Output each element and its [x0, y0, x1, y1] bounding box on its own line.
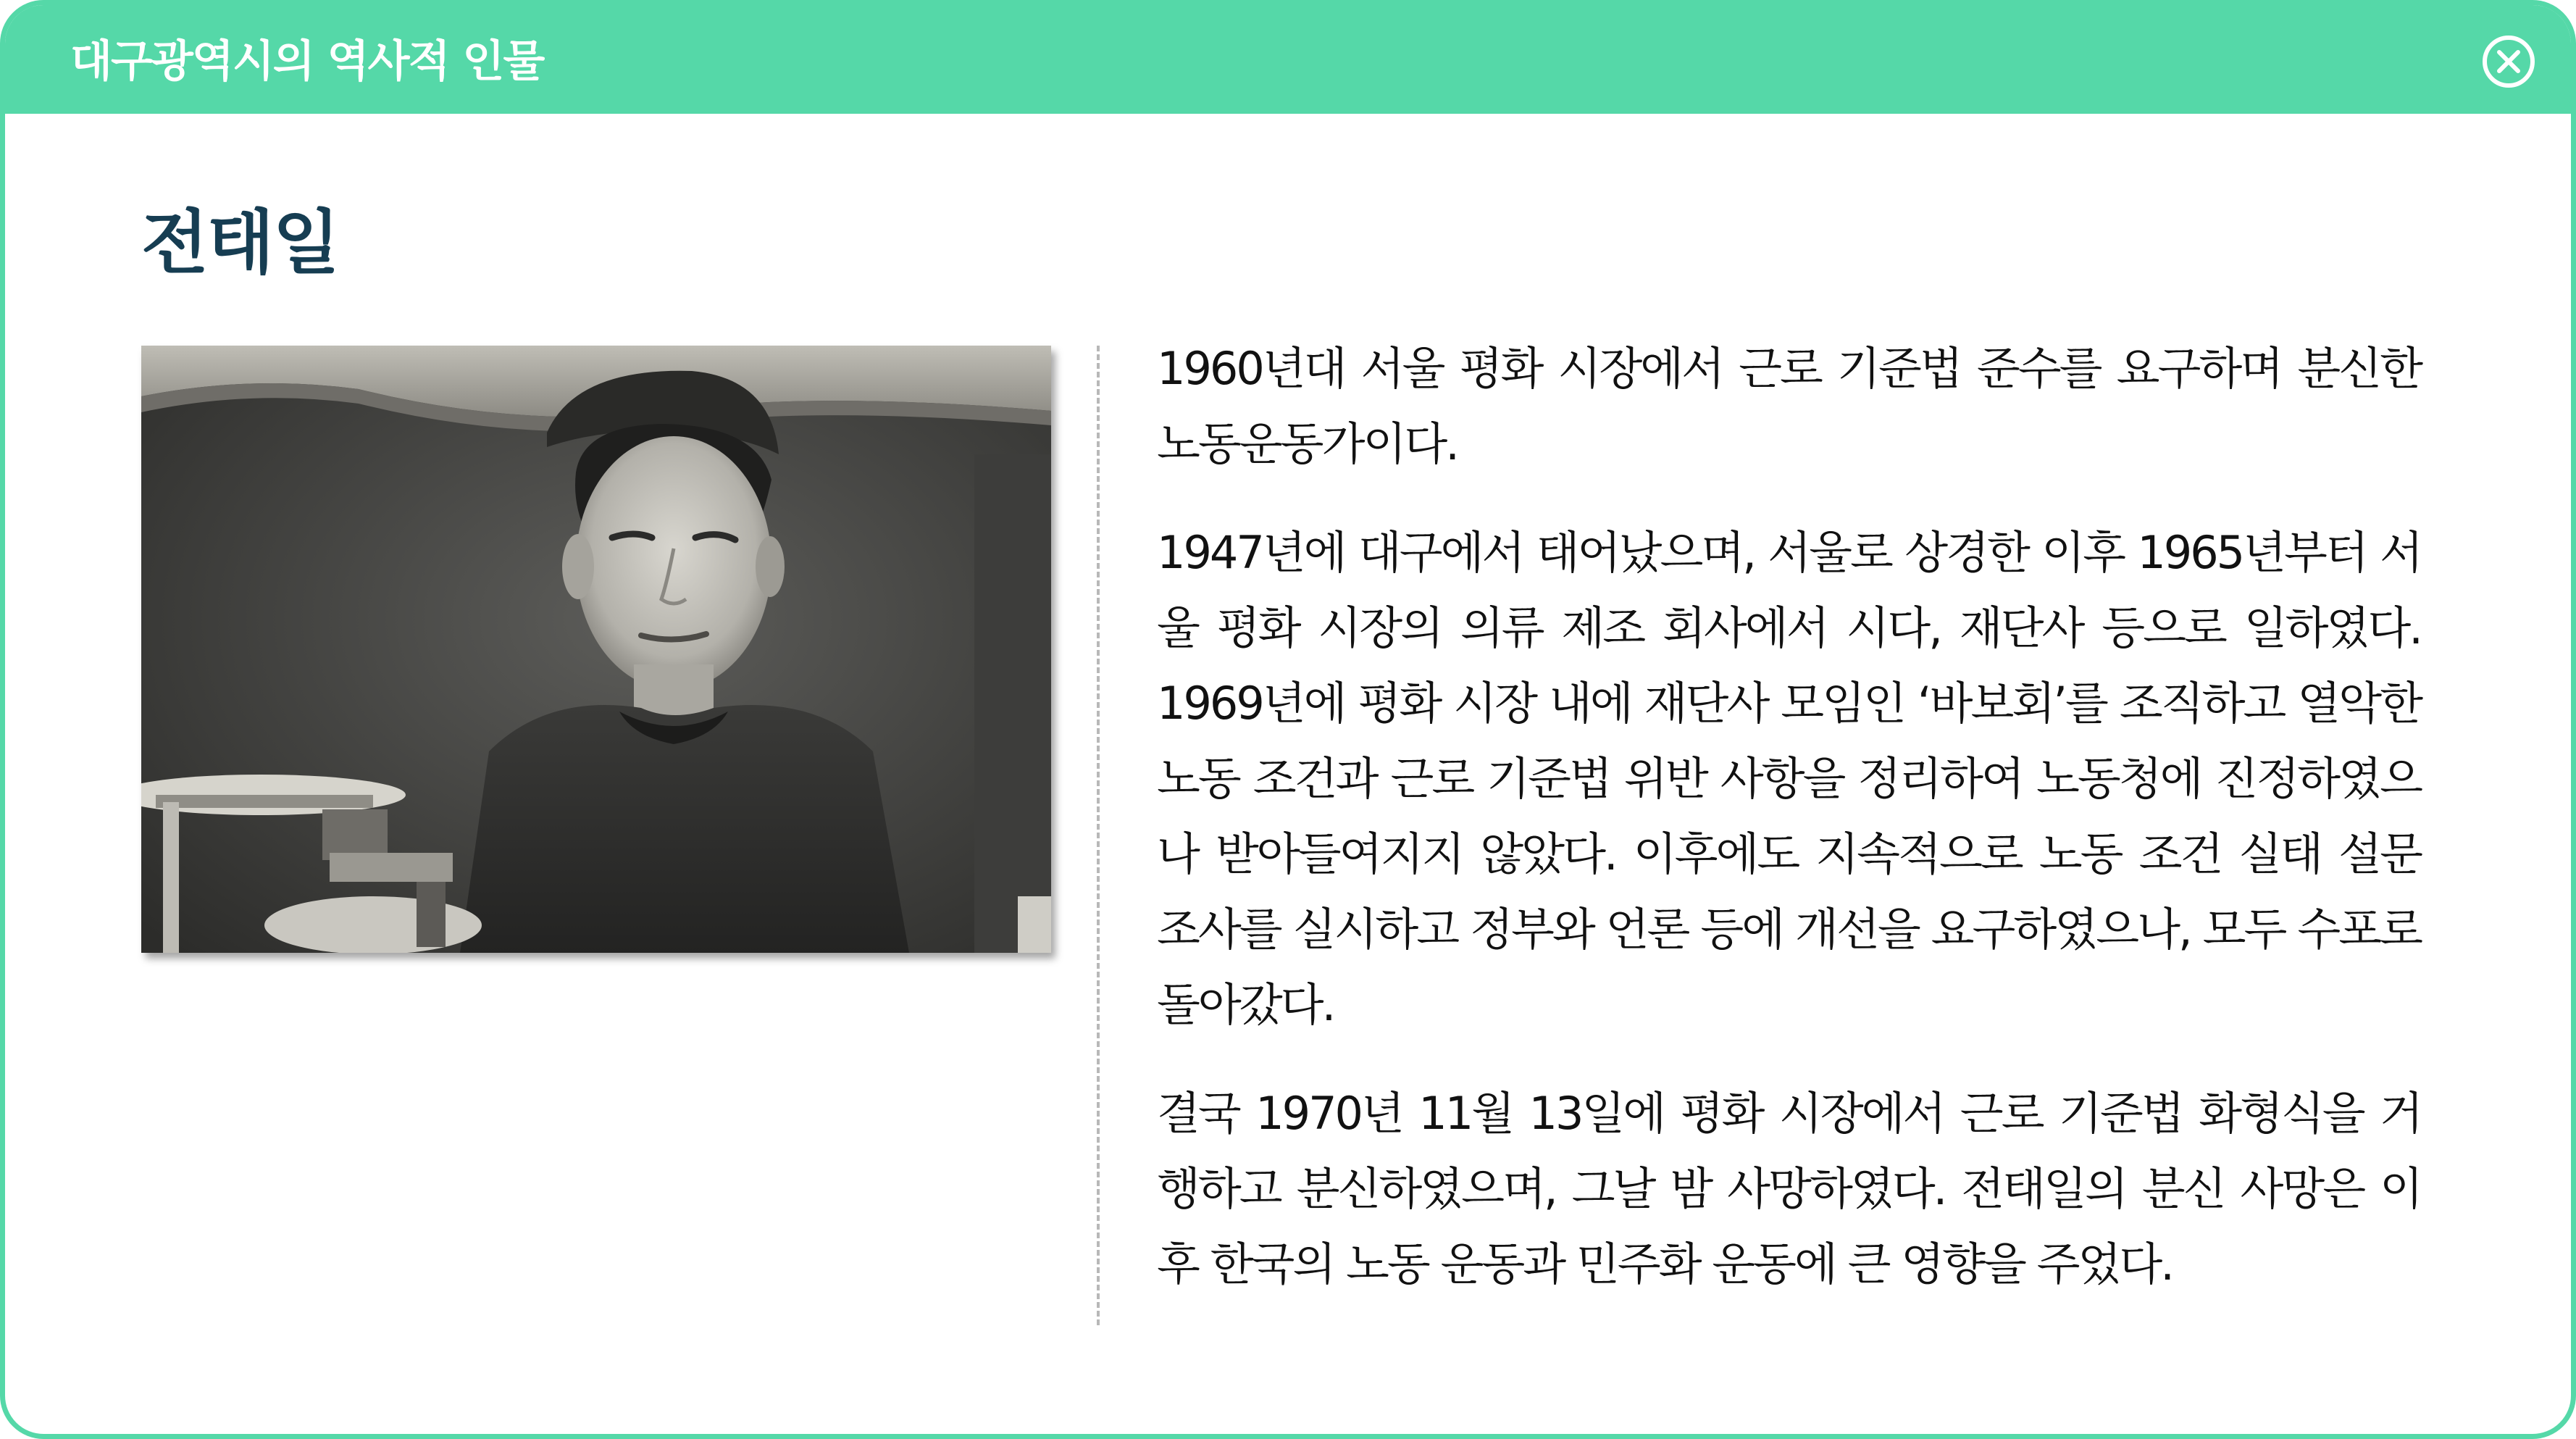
biography-text [1157, 331, 2421, 1335]
column-divider [1097, 346, 1100, 1325]
bio-paragraph-1: 1960년대 서울 평화 시장에서 근로 기준법 준수를 요구하며 분신한 노동운동가이다. [1157, 342, 2421, 470]
portrait-photo [141, 346, 1051, 953]
bio-paragraph-3: 결국 1970년 11월 13일에 평화 시장에서 근로 기준법 화형식을 거행하고 분신하였으며, 그날 밤 사망하였다. 전태일의 분신 사망은 이후 한국의 노동 운동과 민주화 운동에 큰 영향을 주었다. [1157, 1087, 2421, 1290]
close-button[interactable] [2481, 34, 2536, 89]
close-circle-icon [2481, 34, 2536, 89]
window-title: 대구광역시의 역사적 인물 [70, 36, 544, 87]
person-name-heading: 전태일 [141, 202, 339, 283]
bio-paragraph-2: 1947년에 대구에서 태어났으며, 서울로 상경한 이후 1965년부터 서울 평화 시장의 의류 제조 회사에서 시다, 재단사 등으로 일하였다. 1969년에 평화 시장 내에 재단사 모임인 ‘바보회’를 조직하고 열악한 노동 조건과 근로 기준법 위반 사항을 정리하여 노동청에 진정하였으나 받아들여지지 않았다. 이후에도 지속적으로 노동 조건 실태 설문 조사를 실시하고 정부와 언론 등에 개선을 요구하였으나, 모두 수포로 돌아갔다. [1157, 526, 2421, 1031]
title-bar [5, 5, 2571, 114]
